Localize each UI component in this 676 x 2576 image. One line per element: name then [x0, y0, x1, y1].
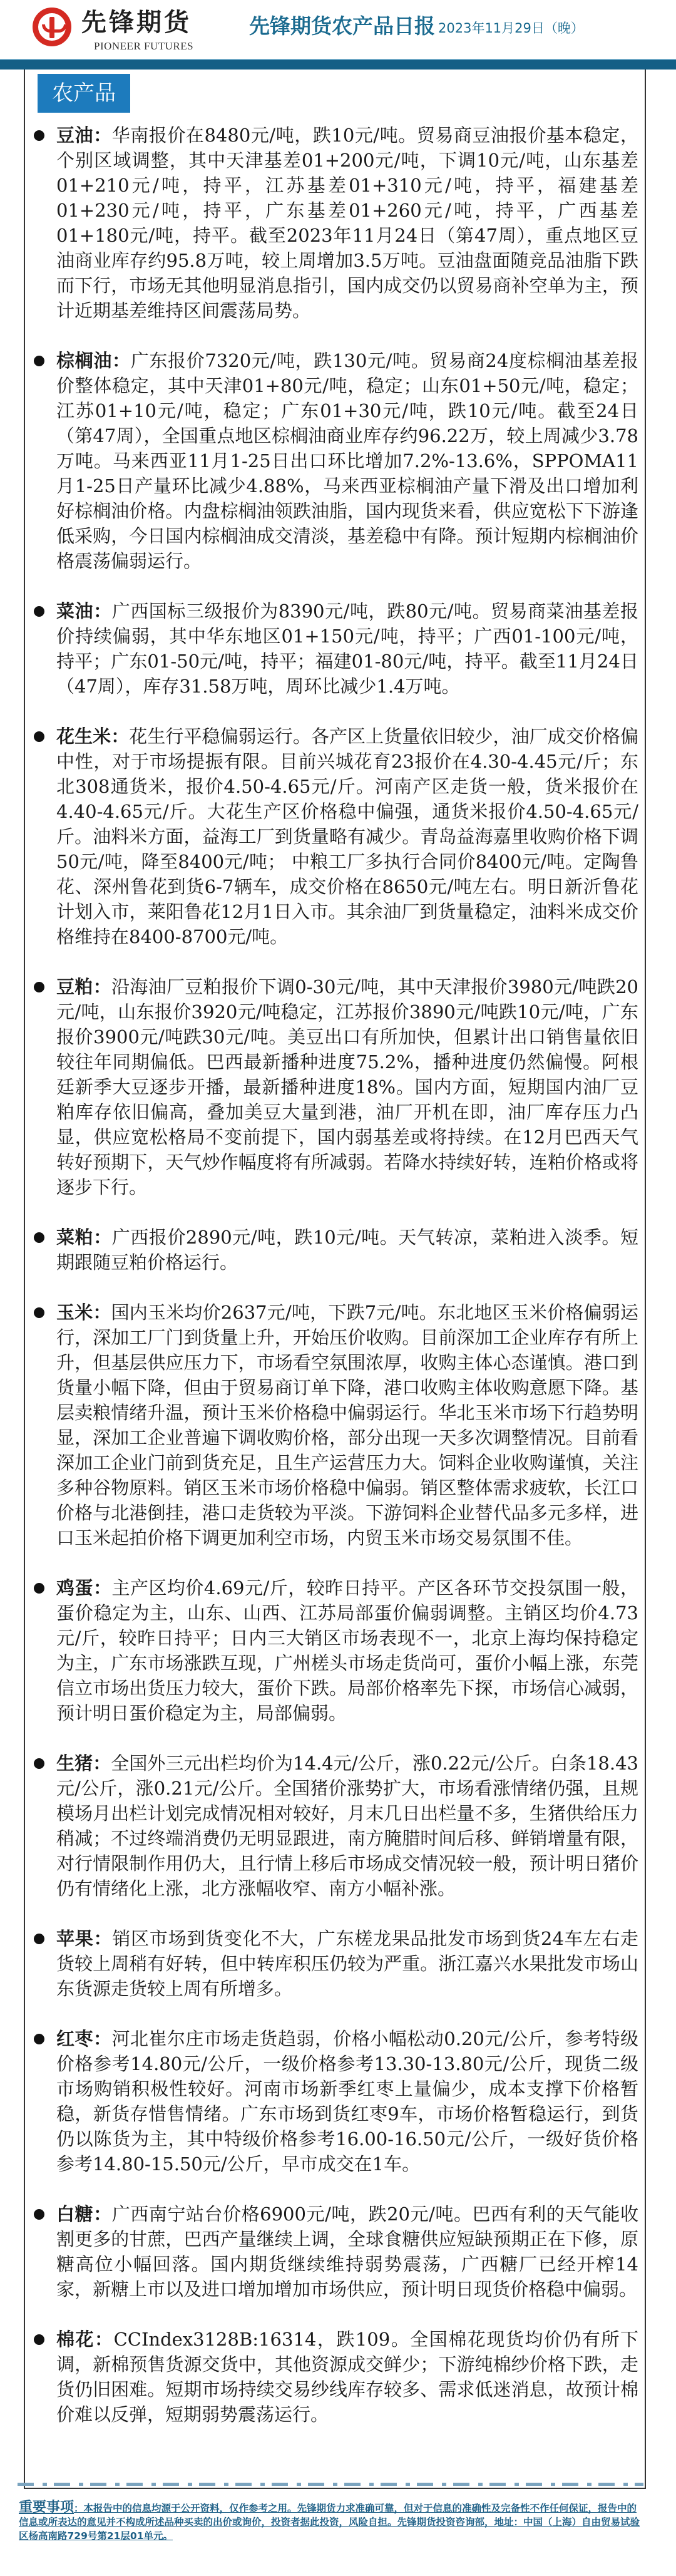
commodity-name: 白糖： — [56, 2203, 112, 2225]
commodity-item-peanut — [31, 724, 638, 949]
commodity-text: 沿海油厂豆粕报价下调0-30元/吨，其中天津报价3980元/吨跌20元/吨，山东报价3920元/吨稳定，江苏报价3890元/吨跌10元/吨，广东报价3900元/吨跌30元/吨。美豆出口有所加快，但累计出口销售量依旧较往年同期偏低。巴西最新播种进度75.2%，播种进度仍然偏慢。阿根廷新季大豆逐步开播，最新播种进度18%。国内方面，短期国内油厂豆粕库存依旧偏高，叠加美豆大量到港，油厂开机在即，油厂库存压力凸显，供应宽松格局不变前提下，国内弱基差或将持续。在12月巴西天气转好预期下，天气炒作幅度将有所减弱。若降水持续好转，连粕价格或将逐步下行。 — [56, 976, 638, 1198]
commodity-item-apples — [31, 1926, 638, 2001]
section-tag-agricultural: 农产品 — [38, 74, 130, 113]
commodity-name: 棉花： — [56, 2329, 114, 2350]
disclaimer-text: ：本报告中的信息均源于公开资料，仅作参考之用。先锋期货力求准确可靠，但对于信息的准确性及完备性不作任何保证，报告中的信息或所表达的意见并不构成所述品种买卖的出价或询价，投资者据此投资，风险自担。先锋期货投资咨询部，地址：中国（上海）自由贸易试验区杨高南路729号第21层01单元。 — [19, 2503, 640, 2542]
commodity-item-red-dates — [31, 2026, 638, 2177]
commodity-text: 广西国标三级报价为8390元/吨，跌80元/吨。贸易商菜油基差报价持续偏弱，其中华东地区01+150元/吨，持平；广西01-100元/吨，持平；广东01-50元/吨，持平；福建01-80元/吨，持平。截至11月24日（47周），库存31.58万吨，周环比减少1.4万吨。 — [56, 600, 638, 697]
commodity-item-cotton — [31, 2327, 638, 2427]
bullet-icon — [34, 1583, 44, 1594]
commodity-name: 苹果： — [56, 1928, 113, 1949]
bullet-icon — [34, 982, 44, 992]
commodity-name: 豆粕： — [56, 976, 111, 997]
commodity-name: 豆油： — [56, 125, 112, 146]
commodity-item-palm-oil — [31, 348, 638, 574]
bullet-icon — [34, 130, 44, 141]
commodity-text: 国内玉米均价2637元/吨，下跌7元/吨。东北地区玉米价格偏弱运行，深加工厂门到货量上升，开始压价收购。目前深加工企业库存有所上升，但基层供应压力下，市场看空氛围浓厚，收购主体心态谨慎。港口到货量小幅下降，但由于贸易商订单下降，港口收购主体收购意愿下降。基层卖粮情绪升温，预计玉米价格稳中偏弱运行。华北玉米市场下行趋势明显，深加工企业普遍下调收购价格，部分出现一天多次调整情况。目前看深加工企业门前到货充足，且生产运营压力大。饲料企业收购谨慎，关注多种谷物原料。销区玉米市场价格稳中偏弱。销区整体需求疲软，长江口价格与北港倒挂，港口走货较为平淡。下游饲料企业替代品多元多样，进口玉米起拍价格下调更加利空市场，内贸玉米市场交易氛围不佳。 — [56, 1302, 638, 1548]
bullet-icon — [34, 1232, 44, 1243]
logo-emblem-icon — [33, 8, 71, 46]
commodity-name: 红枣： — [56, 2028, 112, 2049]
commodity-name: 花生米： — [56, 726, 130, 747]
bullet-icon — [34, 1307, 44, 1318]
commodity-text: 花生行平稳偏弱运行。各产区上货量依旧较少，油厂成交价格偏中性，对于市场提振有限。目前兴城花育23报价在4.30-4.45元/斤；东北308通货米，报价4.50-4.65元/斤。河南产区走货一般，货米报价在4.40-4.65元/斤。大花生产区价格稳中偏强，通货米报价4.50-4.65元/斤。油料米方面，益海工厂到货量略有减少。青岛益海嘉里收购价格下调50元/吨，降至8400元/吨； 中粮工厂多执行合同价8400元/吨。定陶鲁花、深州鲁花到货6-7辆车，成交价格在8650元/吨左右。明日新沂鲁花计划入市，莱阳鲁花12月1日入市。其余油厂到货量稳定，油料米成交价格维持在8400-8700元/吨。 — [56, 726, 638, 947]
report-title: 先锋期货农产品日报 — [249, 14, 435, 38]
commodity-text: 全国外三元出栏均价为14.4元/公斤，涨0.22元/公斤。白条18.43元/公斤，涨0.21元/公斤。全国猪价涨势扩大，市场看涨情绪仍强，且规模场月出栏计划完成情况相对较好，月末几日出栏量不多，生猪供给压力稍减；不过终端消费仍无明显跟进，南方腌腊时间后移、鲜销增量有限，对行情限制作用仍大，且行情上移后市场成交情况较一般，预计明日猪价仍有情绪化上涨，北方涨幅收窄、南方小幅补涨。 — [56, 1753, 638, 1899]
commodity-text: CCIndex3128B:16314，跌109。全国棉花现货均价仍有所下调，新棉预售货源交货中，其他资源成交鲜少；下游纯棉纱价格下跌，走货仍旧困难。短期市场持续交易纱线库存较多、需求低迷消息，故预计棉价难以反弹，短期弱势震荡运行。 — [56, 2329, 638, 2425]
commodity-item-sugar — [31, 2202, 638, 2302]
commodity-text: 广西报价2890元/吨，跌10元/吨。天气转凉，菜粕进入淡季。短期跟随豆粕价格运行。 — [56, 1227, 638, 1273]
company-logo — [33, 8, 214, 58]
footer-dashed-divider — [18, 2483, 643, 2486]
bullet-icon — [34, 731, 44, 742]
commodity-item-rapeseed-meal — [31, 1225, 638, 1275]
commodity-name: 菜粕： — [56, 1227, 112, 1248]
logo-english-name: PIONEER FUTURES — [94, 40, 194, 52]
commodity-text: 河北崔尔庄市场走货趋弱，价格小幅松动0.20元/公斤，参考特级价格参考14.80元/公斤，一级价格参考13.30-13.80元/公斤，现货二级市场购销积极性较好。河南市场新季红枣上量偏少，成本支撑下价格暂稳，新货存惜售情绪。广东市场到货红枣9车，市场价格暂稳运行，到货仍以陈货为主，其中特级价格参考16.00-16.50元/公斤，一级好货价格参考14.80-15.50元/公斤，早市成交在1车。 — [56, 2028, 638, 2175]
commodity-item-eggs — [31, 1575, 638, 1726]
commodity-item-live-hogs — [31, 1751, 638, 1901]
report-date: 2023年11月29日（晚） — [438, 21, 584, 36]
commodity-item-soybean-meal — [31, 974, 638, 1200]
bullet-icon — [34, 1758, 44, 1769]
bullet-icon — [34, 2209, 44, 2220]
bullet-icon — [34, 2034, 44, 2044]
disclaimer-label: 重要事项 — [19, 2500, 74, 2515]
report-header — [0, 0, 676, 59]
disclaimer — [19, 2501, 645, 2543]
commodity-text: 销区市场到货变化不大，广东槎龙果品批发市场到货24车左右走货较上周稍有好转，但中转库积压仍较为严重。浙江嘉兴水果批发市场山东货源走货较上周有所增多。 — [56, 1928, 638, 1999]
commodity-list — [31, 123, 638, 2452]
commodity-name: 玉米： — [56, 1302, 111, 1323]
commodity-text: 广西南宁站台价格6900元/吨，跌20元/吨。巴西有利的天气能收割更多的甘蔗，巴西产量继续上调，全球食糖供应短缺预期正在下修，原糖高位小幅回落。国内期货继续维持弱势震荡，广西糖厂已经开榨14家，新糖上市以及进口增加增加市场供应，预计明日现货价格稳中偏弱。 — [56, 2203, 638, 2300]
logo-chinese-name: 先锋期货 — [81, 8, 192, 37]
commodity-name: 棕榈油： — [56, 350, 131, 371]
commodity-text: 主产区均价4.69元/斤，较昨日持平。产区各环节交投氛围一般，蛋价稳定为主，山东、山西、江苏局部蛋价偏弱调整。主销区均价4.73元/斤，较昨日持平；日内三大销区市场表现不一，北京上海均保持稳定为主，广东市场涨跌互现，广州槎头市场走货尚可，蛋价小幅上涨，东莞信立市场出货压力较大，蛋价下跌。局部价格率先下探，市场信心减弱，预计明日蛋价稳定为主，局部偏弱。 — [56, 1577, 638, 1724]
commodity-name: 鸡蛋： — [56, 1577, 112, 1599]
header-divider-bar — [0, 59, 676, 70]
bullet-icon — [34, 1934, 44, 1944]
bullet-icon — [34, 356, 44, 366]
bullet-icon — [34, 606, 44, 617]
commodity-text: 华南报价在8480元/吨，跌10元/吨。贸易商豆油报价基本稳定，个别区域调整，其中天津基差01+200元/吨，下调10元/吨，山东基差01+210元/吨，持平，江苏基差01+310元/吨，持平，福建基差01+230元/吨，持平，广东基差01+260元/吨，持平，广西基差01+180元/吨，持平。截至2023年11月24日（第47周），重点地区豆油商业库存约95.8万吨，较上周增加3.5万吨。豆油盘面随竞品油脂下跌而下行，市场无其他明显消息指引，国内成交仍以贸易商补空单为主，预计近期基差维持区间震荡局势。 — [56, 125, 638, 321]
commodity-item-rapeseed-oil — [31, 599, 638, 699]
commodity-item-soybean-oil — [31, 123, 638, 323]
commodity-item-corn — [31, 1300, 638, 1550]
commodity-name: 生猪： — [56, 1753, 111, 1774]
commodity-name: 菜油： — [56, 600, 112, 622]
bullet-icon — [34, 2334, 44, 2345]
commodity-text: 广东报价7320元/吨，跌130元/吨。贸易商24度棕榈油基差报价整体稳定，其中天津01+80元/吨，稳定；山东01+50元/吨，稳定；江苏01+10元/吨，稳定；广东01+30元/吨，跌10元/吨。截至24日（第47周），全国重点地区棕榈油商业库存约96.22万，较上周减少3.78万吨。马来西亚11月1-25日出口环比增加7.2%-13.6%，SPPOMA11月1-25日产量环比减少4.88%，马来西亚棕榈油产量下滑及出口增加利好棕榈油价格。内盘棕榈油领跌油脂，国内现货来看，供应宽松下下游逢低采购，今日国内棕榈油成交清淡，基差稳中有降。预计短期内棕榈油价格震荡偏弱运行。 — [56, 350, 638, 572]
